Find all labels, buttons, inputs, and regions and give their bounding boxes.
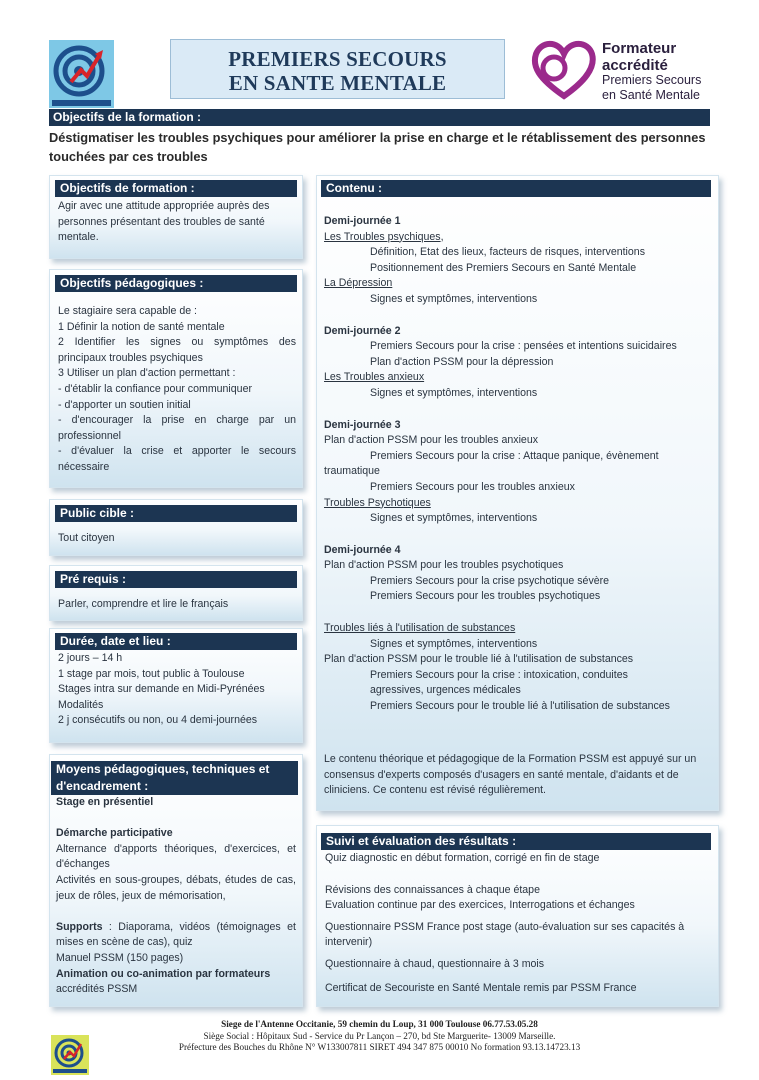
prerequis-panel (49, 565, 303, 621)
title-line-1: PREMIERS SECOURS (228, 47, 447, 71)
demi-journee-2: Demi-journée 2 (324, 324, 401, 337)
animation-label: Animation ou co-animation par formateurs (56, 967, 271, 980)
list-item: agressives, urgences médicales (370, 684, 521, 697)
title-line-2: EN SANTE MENTALE (228, 71, 447, 95)
accredited-line-2: accrédité (602, 57, 668, 74)
list-item: Signes et symptômes, interventions (370, 512, 538, 525)
supports-label: Supports (56, 920, 103, 933)
list-item: Premiers Secours pour les troubles psychotiques (370, 590, 601, 603)
list-item: Premiers Secours pour la crise : Attaque panique, évènement (370, 449, 659, 462)
list-item: Plan d'action PSSM pour le trouble lié à l'utilisation de substances (324, 653, 634, 666)
list-item: Le stagiaire sera capable de : (58, 305, 197, 317)
footer-line-2: Siège Social : Hôpitaux Sud - Service du Pr Lançon – 270, bd Ste Marguerite- 13009 Marseille. (203, 1030, 556, 1041)
topic-troubles-psychotiques: Troubles Psychotiques (324, 496, 431, 509)
list-item: Premiers Secours pour la crise : intoxication, conduites (370, 668, 628, 681)
panel-text: Agir avec une attitude appropriée auprès des personnes présentant des troubles de santé mentale. (58, 200, 270, 244)
list-item: Quiz diagnostic en début formation, corrigé en fin de stage (325, 852, 600, 864)
list-item: Modalités (58, 698, 104, 711)
demarche-text-1: Alternance d'apports théoriques, d'exercices, et d'échanges (56, 842, 296, 871)
demarche-text-2: Activités en sous-groupes, débats, études de cas, jeux de rôles, jeux de mémorisation, (56, 873, 296, 902)
list-item: Signes et symptômes, interventions (370, 637, 538, 650)
objectifs-pedagogiques-panel (49, 269, 303, 488)
manuel-text: Manuel PSSM (150 pages) (56, 951, 184, 964)
demi-journee-4: Demi-journée 4 (324, 543, 401, 556)
list-item: 2 jours – 14 h (58, 652, 123, 664)
target-logo-icon (51, 1035, 89, 1075)
list-item: Premiers Secours pour la crise : pensées et intentions suicidaires (370, 340, 677, 353)
panel-text (58, 651, 298, 729)
topic-substances: Troubles liés à l'utilisation de substances (324, 622, 516, 635)
list-item: Positionnement des Premiers Secours en Santé Mentale (370, 261, 637, 274)
panel-title: Contenu : (321, 180, 711, 197)
stage-label: Stage en présentiel (56, 796, 154, 808)
list-item: Plan d'action PSSM pour les troubles anxieux (324, 434, 539, 447)
topic-suffix: , (440, 230, 444, 243)
list-item: 2 Identifier les signes ou symptômes des principaux troubles psychiques (58, 336, 296, 364)
panel-text (58, 304, 296, 476)
contenu-text (324, 214, 716, 715)
accredited-trainer-logo (530, 38, 715, 104)
formation-goal-text: Déstigmatiser les troubles psychiques pour améliorer la prise en charge et le rétablissement des personnes touchées par ces troubles (49, 130, 706, 164)
list-item: Plan d'action PSSM pour les troubles psychotiques (324, 559, 564, 572)
list-item: Plan d'action PSSM pour la dépression (370, 355, 554, 368)
demi-journee-3: Demi-journée 3 (324, 418, 401, 431)
list-item: Stages intra sur demande en Midi-Pyrénées (58, 683, 265, 696)
list-item: - d'établir la confiance pour communiquer (58, 382, 252, 395)
list-item: Premiers Secours pour les troubles anxieux (370, 480, 575, 493)
org-logo (49, 40, 114, 108)
list-item: Premiers Secours pour la crise psychotique sévère (370, 574, 610, 587)
list-item: Certificat de Secouriste en Santé Mentale remis par PSSM France (325, 981, 637, 994)
list-item: Premiers Secours pour le trouble lié à l'utilisation de substances (370, 700, 670, 713)
list-item: - d'apporter un soutien initial (58, 398, 191, 411)
footer-line-3: Préfecture des Bouches du Rhône N° W133007811 SIRET 494 347 875 00010 No formation 93.13.14723.13 (178, 1042, 581, 1052)
demi-journee-1: Demi-journée 1 (324, 215, 401, 227)
small-org-logo (51, 1035, 89, 1075)
public-cible-panel (49, 499, 303, 556)
panel-title: Public cible : (55, 505, 297, 522)
list-item: Révisions des connaissances à chaque étape (325, 883, 540, 896)
accredited-line-4: en Santé Mentale (602, 88, 700, 102)
panel-title: Objectifs pédagogiques : (55, 275, 297, 292)
heart-icon (530, 38, 598, 102)
footer (0, 1019, 759, 1054)
list-item: - d'évaluer la crise et apporter le secours nécessaire (58, 445, 296, 473)
list-item: Signes et symptômes, interventions (370, 292, 538, 305)
list-item: Evaluation continue par des exercices, Interrogations et échanges (325, 899, 635, 912)
demarche-label: Démarche participative (56, 827, 173, 840)
contenu-conclusion: Le contenu théorique et pédagogique de la Formation PSSM est appuyé sur un consensus d'experts composés d'usagers en santé mentale, d'aidants et de cliniciens. Ce contenu est révisé régulièrement. (324, 753, 697, 797)
list-item: Signes et symptômes, interventions (370, 386, 538, 399)
supports-text: : Diaporama, vidéos (témoignages et mises en scène de cas), quiz (56, 920, 296, 949)
panel-title: Pré requis : (55, 571, 297, 588)
topic-troubles-psychiques: Les Troubles psychiques (324, 230, 441, 243)
list-item: Définition, Etat des lieux, facteurs de risques, interventions (370, 246, 645, 259)
panel-text (56, 795, 296, 998)
footer-line-1: Siege de l'Antenne Occitanie, 59 chemin du Loup, 31 000 Toulouse 06.77.53.05.28 (221, 1019, 538, 1029)
list-item: Questionnaire à chaud, questionnaire à 3 mois (325, 957, 545, 970)
suivi-text (325, 851, 713, 996)
panel-title: Objectifs de formation : (55, 180, 297, 197)
animation-text: accrédités PSSM (56, 983, 138, 996)
topic-troubles-anxieux: Les Troubles anxieux (324, 371, 425, 384)
objectifs-formation-panel (49, 175, 303, 259)
list-item: 1 stage par mois, tout public à Toulouse (58, 667, 245, 680)
moyens-panel (49, 754, 303, 1007)
contenu-panel (316, 175, 719, 811)
list-item: 2 j consécutifs ou non, ou 4 demi-journées (58, 714, 258, 727)
panel-title: Moyens pédagogiques, techniques et d'encadrement : (51, 761, 298, 795)
supports-row (56, 920, 296, 951)
target-logo-icon (49, 40, 114, 108)
list-item: Questionnaire PSSM France post stage (auto-évaluation sur ses capacités à intervenir) (325, 920, 685, 949)
accredited-line-3: Premiers Secours (602, 73, 702, 87)
panel-text: Tout citoyen (58, 532, 115, 544)
suivi-panel (316, 825, 719, 1007)
panel-text: Parler, comprendre et lire le français (58, 598, 229, 610)
formation-objectives-bar: Objectifs de la formation : (49, 109, 710, 126)
topic-depression: La Dépression (324, 277, 393, 290)
panel-title: Durée, date et lieu : (55, 633, 297, 650)
accredited-line-1: Formateur (602, 40, 677, 57)
list-item: 3 Utiliser un plan d'action permettant : (58, 367, 236, 380)
panel-title: Suivi et évaluation des résultats : (321, 833, 711, 850)
list-item: - d'encourager la prise en charge par un professionnel (58, 414, 296, 442)
duree-panel (49, 628, 303, 743)
list-item: traumatique (324, 465, 380, 478)
list-item: 1 Définir la notion de santé mentale (58, 320, 225, 333)
document-title (170, 39, 505, 99)
topic-row (324, 230, 716, 246)
